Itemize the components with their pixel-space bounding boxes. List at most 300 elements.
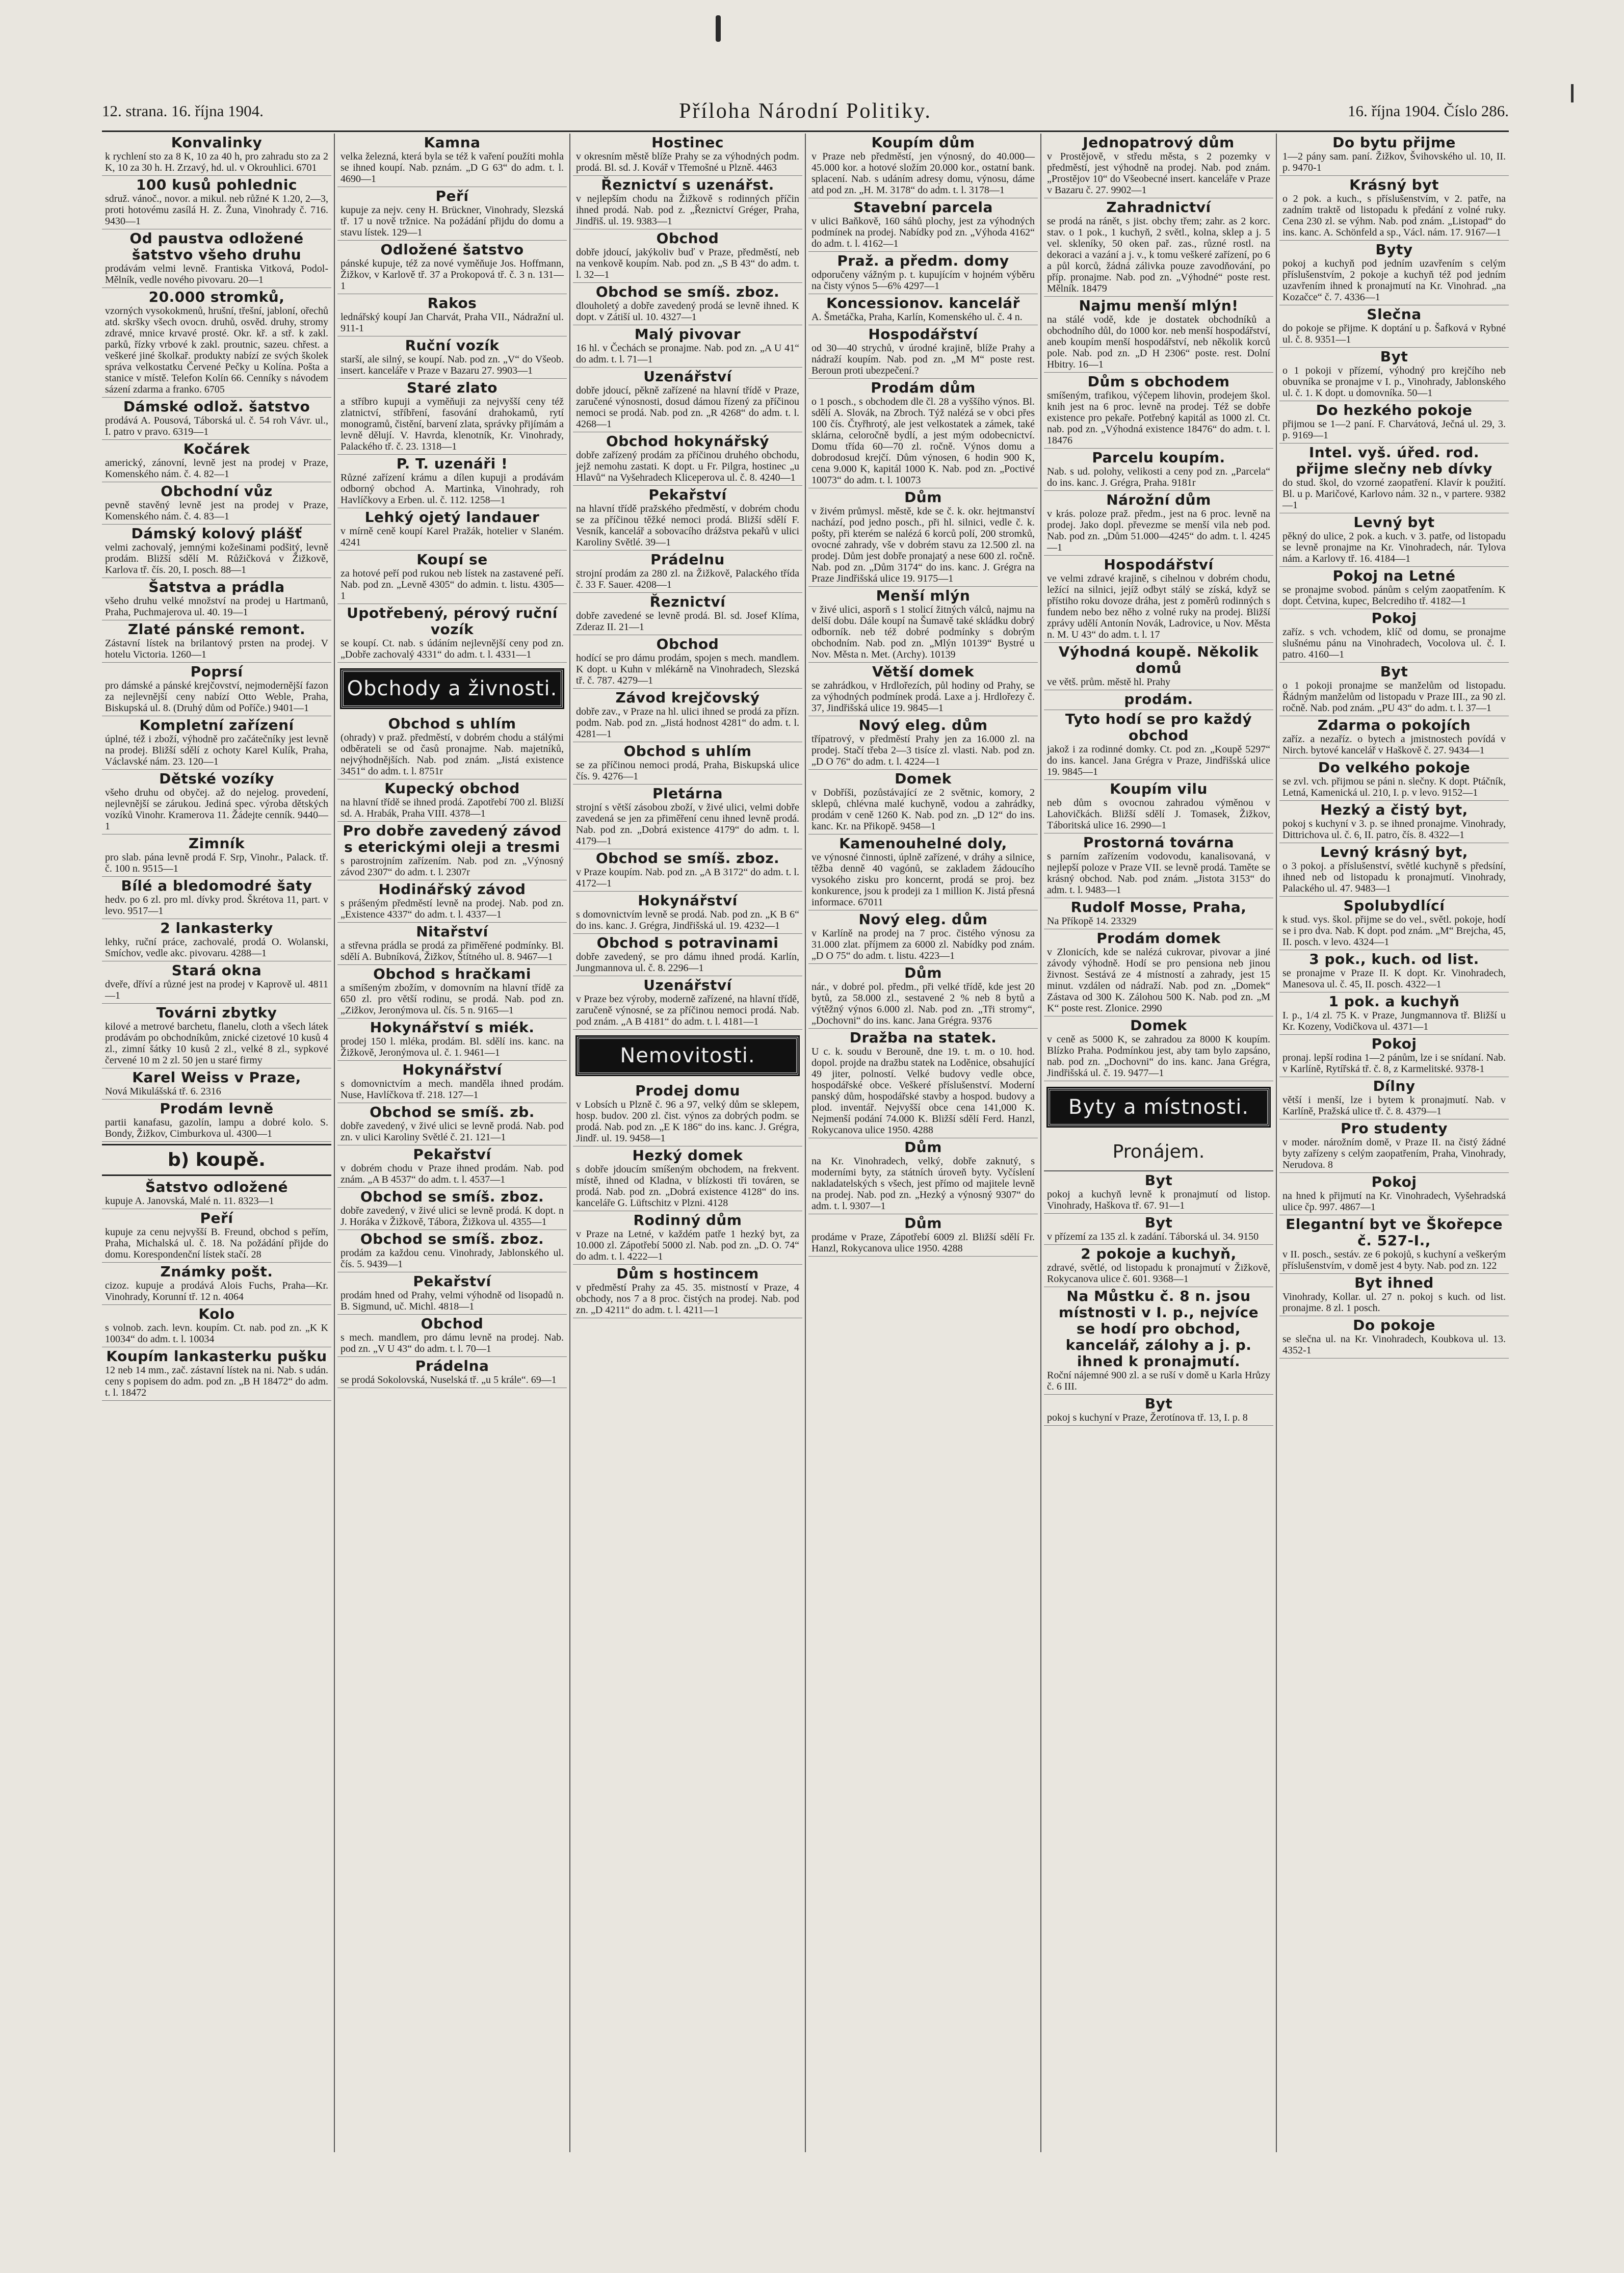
ad-text: se zvl. vch. přijmou se páni n. slečny. K dopt. Ptáčník, Letná, Kamenická ul. 210, I. p. v levo. 9152—1 xyxy=(1282,776,1506,798)
ad-text: cizoz. kupuje a prodává Alois Fuchs, Praha—Kr. Vinohrady, Korunní tř. 12 n. 4064 xyxy=(105,1280,328,1302)
ad-title: Malý pivovar xyxy=(634,326,741,343)
classified-ad xyxy=(337,1103,567,1145)
classified-ad xyxy=(1279,513,1509,567)
classified-ad xyxy=(102,961,331,1004)
ad-text: v Zlonicích, kde se nalézá cukrovar, pivovar a jiné závody výhodně. Hodí se pro pensiona neb jinou živnost. Sestává ze 4 místností a zahrady, jest 15 minut. vzdálen od nádraží. Nab. pod zn. „Domek“ Zástava od 300 K. Zálohou 500 K. Nab. pod zn. „M K“ poste rest. Zlonice. 2990 xyxy=(1047,947,1270,1014)
ad-text: úplné, též i zboží, výhodně pro začátečníky jest levně na prodej. Bližší sdělí z ochoty Karel Kulík, Praha, Václavské nám. 23. 120—1 xyxy=(105,734,328,767)
ad-text: dobře jdoucí, jakýkoliv buď v Praze, předměstí, neb na venkově koupím. Nab. pod zn. „S B 43“ do adm. t. l. 32—1 xyxy=(576,247,799,280)
classified-ad xyxy=(1279,716,1509,759)
ad-title: Obchod xyxy=(656,230,719,247)
ad-title: Dům xyxy=(904,1139,942,1156)
ad-title: Lehký ojetý landauer xyxy=(364,509,540,526)
ad-text: v přízemí za 135 zl. k zadání. Táborská ul. 34. 9150 xyxy=(1047,1231,1259,1242)
classified-ad xyxy=(1279,567,1509,609)
classified-ad xyxy=(337,715,567,779)
ad-title: Kočárek xyxy=(183,440,250,457)
classified-ad xyxy=(573,1082,802,1146)
ad-title: Obchod s hračkami xyxy=(373,965,531,982)
ad-title: Obchod se smíš. zboz. xyxy=(595,283,780,300)
ad-title: Kolo xyxy=(198,1305,235,1322)
classified-ad xyxy=(1044,833,1273,898)
classified-ad xyxy=(102,834,331,877)
classified-ad xyxy=(808,134,1038,198)
classified-ad xyxy=(102,288,331,398)
classified-ad xyxy=(1279,305,1509,348)
ad-title: Obchod se smíš. zb. xyxy=(370,1104,535,1120)
ad-title: Tyto hodí se pro každý obchod xyxy=(1065,711,1252,744)
classified-ad xyxy=(1044,929,1273,1016)
ad-text: Různé zařízení krámu a dílen kupuji a prodávám odborný obchod A. Martinka, Vinohrady, roh Havlíčkovy a Erben. ul. č. 112. 1258—1 xyxy=(340,472,564,506)
classified-ad xyxy=(102,229,331,288)
classified-ad xyxy=(1279,176,1509,241)
ad-title: Pletárna xyxy=(652,785,723,802)
ad-title: Domek xyxy=(895,770,952,787)
classified-ad xyxy=(102,578,331,620)
ad-text: U c. k. soudu v Berouně, dne 19. t. m. o 10. hod. dopol. projde na dražbu statek na Loděnice, obsahující 49 jiter, polností. Velké budovy vedle obce, hospodářské obce. Veškeré příslušenství. Moderní panský dům, hospodářské stavby a hospod. budovy a plod. inventář. Nejvyšší obce cena 141,000 K. Nejmenší podání 74.000 K. Bližší sdělí Ferd. Hanzl, Rokycanova ulice 1950. 4288 xyxy=(811,1046,1035,1136)
ad-text: k rychlení sto za 8 K, 10 za 40 h, pro zahradu sto za 2 K, 10 za 30 h. H. Zrzavý, hd. ul. v Okrouhlici. 6701 xyxy=(105,151,328,173)
ad-title: Byt xyxy=(1380,663,1408,680)
ad-title: Byt xyxy=(1144,1214,1173,1231)
classified-ad xyxy=(337,1315,567,1357)
columns-container xyxy=(102,134,1509,2173)
ad-text: prodám hned od Prahy, velmi výhodně od lisopadů n. B. Sigmund, uč. Michl. 4818—1 xyxy=(340,1290,564,1312)
ad-title: Hospodářství xyxy=(1104,556,1214,573)
ad-title: Obchod xyxy=(421,1315,484,1332)
ad-title: Pokoj xyxy=(1371,1173,1417,1190)
ad-title: P. T. uzenáři ! xyxy=(396,455,508,472)
classified-ad xyxy=(1044,1214,1273,1245)
ad-text: v předměstí Prahy za 45. 35. mistností v Praze, 4 obchody, nos 7 a 8 proc. čistých na prodej. Nab. pod zn. „D 4211“ do adm. t. l. 4211—1 xyxy=(576,1282,799,1316)
classified-ad xyxy=(337,1230,567,1272)
column-separator xyxy=(805,134,806,2152)
classified-ad xyxy=(1279,759,1509,801)
classified-ad xyxy=(337,1272,567,1315)
ad-text: dveře, dříví a různé jest na prodej v Kaprově ul. 4811—1 xyxy=(105,979,328,1001)
classified-ad xyxy=(573,325,802,368)
classified-ad xyxy=(808,587,1038,663)
classified-ad xyxy=(573,1211,802,1265)
ad-title: Prostorná továrna xyxy=(1083,834,1235,851)
classified-ad xyxy=(337,294,567,336)
classified-ad xyxy=(102,1209,331,1263)
column-6 xyxy=(1279,134,1509,2152)
ad-text: kilové a metrové barchetu, flanelu, cloth a všech látek prodávám po obchodníkům, znické cizetové 10 kusů 4 zl., zimní šátky 10 kusů 2 zl., velké 8 zl., sypkové červené 10 m 2 zl. 50 jen u staré firmy xyxy=(105,1021,328,1066)
classified-ad xyxy=(102,134,331,176)
ad-text: na stálé vodě, kde je dostatek obchodníků a obchodního důl, do 1000 kor. neb menší hospodářství, aneb koupím menší hospodářství, neb několik korců pole. Nab. pod zn. „D H 2306“ poste. rest. Dolní Hbitry. 16—1 xyxy=(1047,314,1270,370)
ad-title: Větší domek xyxy=(872,663,975,680)
ad-text: o 2 pok. a kuch., s příslušenstvím, v 2. patře, na zadním traktě od listopadu k předání z volné ruky. Cena 230 zl. se výhm. Nab. pod znám. „Listopad“ do ins. kanc. A. Schönfeld a sp., Václ. nám. 17. 9167—1 xyxy=(1282,193,1506,238)
ad-text: se prodá Sokolovská, Nuselská tř. „u 5 krále“. 69—1 xyxy=(340,1374,557,1386)
classified-ad xyxy=(337,880,567,923)
ad-title: Do bytu přijme xyxy=(1332,134,1456,151)
section-heading: Pronájem. xyxy=(1044,1133,1273,1171)
ad-title: Menší mlýn xyxy=(876,587,971,604)
ad-text: v nejlepším chodu na Žižkově s rodinných příčin ihned prodá. Nab. pod z. „Řeznictví Gréger, Praha, Jindřiš. ul. 19. 9383—1 xyxy=(576,193,799,227)
ad-text: na hlavní třídě se ihned prodá. Zapotřebí 700 zl. Bližší sd. A. Hrabák, Praha VIII. 4378—1 xyxy=(340,797,564,819)
ad-title: Zdarma o pokojích xyxy=(1317,717,1471,734)
column-separator xyxy=(569,134,570,2152)
header-title: Příloha Národní Politiky. xyxy=(679,99,932,123)
ad-text: do stud. škol, do vzorné zaopatření. Klavír k použití. Bl. u p. Maričové, Karlovo nám. 32 n., v partere. 9382—1 xyxy=(1282,477,1506,511)
ad-title: Do velkého pokoje xyxy=(1318,759,1471,776)
ad-text: všeho druhu od obyčej. až do nejelog. provedení, nejlevnější se zárukou. Jediná spec. výroba dětských vozíků Vinohr. Kramerova 11. Žádejte cenník. 9440—1 xyxy=(105,787,328,832)
classified-ad xyxy=(573,486,802,551)
ad-text: na Kr. Vinohradech, velký, dobře zaknutý, s moderními byty, za státních úroveň byty. Vyčíslení nakladatelských s všech, jest přímo od majitele levně na prodej. Nab. pod zn. „Hezký a výnosný 9307“ do adm. t. l. 9307—1 xyxy=(811,1156,1035,1212)
classified-ad xyxy=(337,923,567,965)
ad-text: prodává A. Pousová, Táborská ul. č. 54 roh Vávr. ul., I. patro v pravo. 6319—1 xyxy=(105,415,328,437)
ad-text: prodám za každou cenu. Vinohrady, Jablonského ul. čís. 5. 9439—1 xyxy=(340,1247,564,1270)
classified-ad xyxy=(1044,1245,1273,1287)
ad-text: o 1 pokoji pronajme se manželům od listopadu. Řádným manželům od listopadu v Praze III., za 90 zl. ročně. Nab. pod znám. „PU 43“ do adm. t. l. 37—1 xyxy=(1282,680,1506,714)
ad-text: strojní prodám za 280 zl. na Žižkově, Palackého třída č. 33 F. Sauer. 4208—1 xyxy=(576,568,799,590)
ad-title: Kamenouhelné doly, xyxy=(839,835,1007,852)
ad-title: Kompletní zařízení xyxy=(139,717,294,734)
ad-text: v dobrém chodu v Praze ihned prodám. Nab. pod znám. „A B 4537“ do adm. t. l. 4537—1 xyxy=(340,1163,564,1185)
classified-ad xyxy=(808,294,1038,325)
ad-text: odporučeny vážným p. t. kupujícím v hojném výběru na čisty výnos 5—6% 4297—1 xyxy=(811,269,1035,292)
ad-title: Řeznictví s uzenářst. xyxy=(601,176,774,193)
classified-ad xyxy=(102,663,331,716)
ad-text: prodáme v Praze, Zápotřebí 6009 zl. Bližší sdělí Fr. Hanzl, Rokycanova ulice 1950. 4288 xyxy=(811,1232,1035,1254)
ad-text: v Prostějově, v středu města, s 2 pozemky v předměstí, jest výhodně na prodej. Nab. pod znám. „Prostějov 10“ do Všeobecné insert. kanceláře v Praze v Bazaru č. 27. 9902—1 xyxy=(1047,151,1270,196)
classified-ad xyxy=(102,1347,331,1401)
classified-ad xyxy=(337,965,567,1018)
ad-text: a smíšeným zbožím, v domovním na hlavní třídě za 650 zl. pro větší rodinu, se prodá. Nab. pod zn. „Zižkov, Jeronýmova ul. čís. 5 n. 9165—1 xyxy=(340,982,564,1016)
ad-title: Pekařství xyxy=(648,486,727,503)
ad-text: kupuje za cenu nejvyšší B. Freund, obchod s peřím, Praha, Michalská ul. č. 18. Na požádání přijde do domu. Korespondenční lístek stačí. 28 xyxy=(105,1226,328,1260)
classified-ad xyxy=(1044,780,1273,833)
ad-title: Koupím dům xyxy=(871,134,975,151)
classified-ad xyxy=(808,488,1038,587)
classified-ad xyxy=(1279,1077,1509,1119)
ad-title: Konvalinky xyxy=(171,134,263,151)
ad-title: Byt xyxy=(1380,348,1408,365)
classified-ad xyxy=(102,716,331,770)
ad-title: Pokoj xyxy=(1371,1035,1417,1052)
ad-title: Obchod s potravinami xyxy=(596,934,779,951)
classified-ad xyxy=(573,283,802,325)
classified-ad xyxy=(808,910,1038,964)
classified-ad xyxy=(573,593,802,635)
ad-text: pro slab. pána levně prodá F. Srp, Vinohr., Palack. tř. č. 100 n. 9515—1 xyxy=(105,852,328,874)
ad-title: 20.000 stromků, xyxy=(148,289,285,305)
classified-ad xyxy=(573,785,802,849)
ad-text: se slečna ul. na Kr. Vinohradech, Koubkova ul. 13. 4352-1 xyxy=(1282,1334,1506,1356)
ad-text: dobře zavedený, v živé ulici se levně prodá. K dopt. n J. Horáka v Žižkově, Tábora, Žižkova ul. 4355—1 xyxy=(340,1205,564,1227)
ad-title: Koupí se xyxy=(416,551,488,568)
ad-text: partii kanafasu, gazolín, lampu a dobré kolo. S. Bondy, Žižkov, Cimburkova ul. 4300—1 xyxy=(105,1117,328,1139)
ad-text: smíšeným, trafikou, výčepem lihovin, prodejem škol. knih jest na 6 proc. levně na prodej. Též se dobře existence pro pekaře. Potřebný kapitál as 1000 zl. Ct. nab. pod zn. „Výhodná existence 18476“ do adm. t. l. 18476 xyxy=(1047,390,1270,446)
ad-title: Hospodářství xyxy=(868,326,978,343)
ad-text: hodící se pro dámu prodám, spojen s mech. mandlem. K dopt. u Kuhn v mlékárně na Vinohradech, Slezská tř. č. 787. 4279—1 xyxy=(576,652,799,686)
ad-text: na hned k přijmutí na Kr. Vinohradech, Vyšehradská ulice čp. 997. 4867—1 xyxy=(1282,1190,1506,1213)
ad-text: se pronajme svobod. pánům s celým zaopatřením. K dopt. Četvina, kupec, Belcrediho tř. 4182—1 xyxy=(1282,584,1506,607)
ad-text: (ohrady) v praž. předměstí, v dobrém chodu a stálými odběrateli se od časů pronajme. Nab. majetníků, nejvýhodnějších. Nab. pod znám. „Jistá existence 3451“ do adm. t. l. 8751r xyxy=(340,732,564,777)
ad-title: Prodám levně xyxy=(160,1100,274,1117)
ad-title: Praž. a předm. domy xyxy=(837,252,1009,269)
classified-ad xyxy=(102,398,331,440)
classified-ad xyxy=(1044,1395,1273,1426)
classified-ad xyxy=(1044,1016,1273,1081)
ad-text: I. p., 1/4 zl. 75 K. v Praze, Jungmannova tř. Bližší u Kr. Kozeny, Vodičkova ul. 4371—1 xyxy=(1282,1010,1506,1032)
ad-text: s domovnictvím a mech. manděla ihned prodám. Nuse, Havlíčkova tř. 218. 127—1 xyxy=(340,1078,564,1101)
ad-text: lednářský koupí Jan Charvát, Praha VII., Nádražní ul. 911-1 xyxy=(340,311,564,334)
ad-title: Domek xyxy=(1130,1017,1187,1034)
classified-ad xyxy=(573,1146,802,1211)
ad-title: Hokynářství s miék. xyxy=(370,1019,535,1036)
classified-ad xyxy=(337,508,567,551)
classified-ad xyxy=(102,919,331,961)
ad-text: na hlavní třídě pražského předměstí, v dobrém chodu se za příčinou těžké nemoci prodá. Bližší sdělí F. Vesník, kancelář a sobovacího drážstva pekařů v ulici Karoliny Světlé. 39—1 xyxy=(576,503,799,548)
ad-text: o 1 pokoji v přízemí, výhodný pro krejčího neb obuvníka se pronajme v I. p., Vinohrady, Jablonského ul. č. 1. K dopt. u domovníka. 50—1 xyxy=(1282,365,1506,399)
ad-title: Hezký a čistý byt, xyxy=(1320,801,1468,818)
classified-ad xyxy=(337,134,567,187)
ad-title: Byty xyxy=(1375,241,1413,258)
classified-ad xyxy=(1044,134,1273,198)
classified-ad xyxy=(573,368,802,432)
classified-ad xyxy=(1279,348,1509,401)
classified-ad xyxy=(1044,898,1273,929)
classified-ad xyxy=(102,482,331,525)
ad-text: strojní s větší zásobou zboží, v živé ulici, velmi dobře zavedená se jen za přiměření cenu ihned levně prodá. Nab. pod zn. „Dobrá existence 4179“ do adm. t. l. 4179—1 xyxy=(576,802,799,847)
classified-ad xyxy=(573,976,802,1030)
classified-ad xyxy=(1279,897,1509,950)
classified-ad xyxy=(1044,710,1273,780)
ad-title: Pro studenty xyxy=(1341,1120,1448,1137)
ad-title: Uzenářství xyxy=(643,368,732,385)
ad-text: sdruž. vánoč., novor. a mikul. neb růžné K 1.20, 2—3, proti hotovému zasílá H. Z. Žuna, Vinohrady č. 716. 9430—1 xyxy=(105,193,328,227)
ad-text: v Praze bez výroby, moderně zařízené, na hlavní třídě, zaručeně výnosné, se za příčinou nemoci prodá. Nab. pod znám. „A B 4181“ do adm. t. l. 4181—1 xyxy=(576,994,799,1027)
classified-ad xyxy=(808,770,1038,834)
ad-text: se pronajme v Praze II. K dopt. Kr. Vinohradech, Manesova ul. č. 45, II. posch. 4322—1 xyxy=(1282,968,1506,990)
ad-title: Hezký domek xyxy=(632,1147,743,1164)
ad-title: Rakos xyxy=(427,295,477,311)
ad-title: Kamna xyxy=(424,134,481,151)
ad-title: Rudolf Mosse, Praha, xyxy=(1070,899,1247,916)
ad-title: Výhodná koupě. Několik domů xyxy=(1058,643,1259,676)
column-1 xyxy=(102,134,331,2152)
ad-text: s volnob. zach. levn. koupím. Ct. nab. pod zn. „K K 10034“ do adm. t. l. 10034 xyxy=(105,1322,328,1345)
classified-ad xyxy=(102,1263,331,1305)
ad-text: 1—2 pány sam. paní. Žižkov, Švihovského ul. 10, II. p. 9470-1 xyxy=(1282,151,1506,173)
ad-text: třípatrový, v předměstí Prahy jen za 16.000 zl. na prodej. Stačí třeba 2—3 tisíce zl. vlasti. Nab. pod zn. „D O 76“ do adm. t. l. 4224—1 xyxy=(811,734,1035,767)
ad-text: o 3 pokoj. a příslušenství, světlé kuchyně s předsíní, ihned neb od listopadu k pronajmutí. Vinohrady, Palackého ul. 47. 9483—1 xyxy=(1282,860,1506,894)
ad-text: v živé ulici, asporň s 1 stolicí žitných válců, najmu na delší dobu. Dále koupí na Šumavě také skládku dobrý odborník. neb též dobré podmínky s dobrým obchodním. Nab. pod zn. „Mlýn 10139“ Bystré u Nov. Města n. Met. (Archy). 10139 xyxy=(811,604,1035,660)
ad-title: Hostinec xyxy=(651,134,724,151)
ad-text: vzorných vysokokmenů, hrušní, třešní, jabloní, ořechů atd. skršky všech ovocn. druhů, osvěd. druhy, stromy zdravé, mnice krvavé prosté. Okr. kř. a stř. k zakl. parků, řízky vrbové k zakl. proutnic, sazeu. chřest. a veškeré jiné školkař. produkty nabízí ze svých školek správa velkostatku Červené Pečky u Kolína. Pošta a stanice v místě. Telefon Kolín 66. Cenníky s návodem sázení zdarma a franko. 6705 xyxy=(105,305,328,395)
ad-text: pokoj s kuchyní v 3. p. se ihned pronajme. Vinohrady, Dittrichova ul. č. 6, II. patro, čís. 8. 4322—1 xyxy=(1282,818,1506,841)
ad-text: větší i menší, lze i bytem k pronajmutí. Nab. v Karlíně, Pražská ulice tř. č. 8. 4379—1 xyxy=(1282,1094,1506,1117)
ad-title: Dům xyxy=(904,964,942,981)
ad-text: v mírně ceně koupí Karel Pražák, hotelier v Slaném. 4241 xyxy=(340,526,564,548)
ad-text: se koupí. Ct. nab. s údáním nejlevnější ceny pod zn. „Dobře zachovalý 4331“ do adm. t. l. 4331—1 xyxy=(340,638,564,660)
ad-title: Pokoj na Letné xyxy=(1332,567,1456,584)
ad-text: v II. posch., sestáv. ze 6 pokojů, s kuchyní a veškerým příslušenstvím, v domě jest 4 byty. Nab. pod zn. 122 xyxy=(1282,1249,1506,1271)
ad-title: Obchod se smíš. zboz. xyxy=(595,850,780,867)
ad-text: pánské kupuje, též za nové vyměňuje Jos. Hoffmann, Žižkov, v Karlově tř. 37 a Prokopová tř. č. 3 n. 131—1 xyxy=(340,258,564,292)
ad-text: o 1 posch., s obchodem dle čl. 28 a vyššího výnos. Bl. sdělí A. Slovák, na Zbroch. Týž nalézá se v obci přes 100 čís. Čtyřhrotý, ale jest velkostatek a zámek, také sklárna, celoročně bydlí, a jest mým odobecnictví. Domu třída 60—70 zl. ročně. Výnos domu a dobrodosud krejčí. Dům výnosen, 6 hodin 900 K, cena 9.000 K, kapitál 1000 K. Nab. pod zn. „Poctivé 10073“ do adm. t. l. 10073 xyxy=(811,396,1035,486)
ad-title: Obchod xyxy=(656,636,719,652)
ad-text: dobře zavedený, v živé ulici se levně prodá. Nab. pod zn. v ulici Karoliny Světlé č. 21. 121—1 xyxy=(340,1120,564,1143)
ad-text: s mech. mandlem, pro dámu levně na prodej. Nab. pod zn. „V U 43“ do adm. t. l. 70—1 xyxy=(340,1332,564,1354)
ad-title: Intel. vyš. úřed. rod. přijme slečny neb dívky xyxy=(1296,444,1492,477)
ad-title: Dům s obchodem xyxy=(1087,373,1230,390)
classified-ad xyxy=(573,134,802,176)
classified-ad xyxy=(1279,134,1509,176)
ad-title: Řeznictví xyxy=(649,593,726,610)
ad-text: prodej 150 l. mléka, prodám. Bl. sdělí ins. kanc. na Žižkově, Jeronýmova ul. č. 1. 9461—1 xyxy=(340,1036,564,1058)
classified-ad xyxy=(573,742,802,785)
classified-ad xyxy=(102,1305,331,1347)
ad-text: Zástavní lístek na brilantový prsten na prodej. V hotelu Victoria. 1260—1 xyxy=(105,638,328,660)
ad-title: Obchodní vůz xyxy=(161,483,273,500)
ad-text: s dobře jdoucím smíšeným obchodem, na frekvent. místě, ihned od Kladna, v blízkosti tři továren, se prodá. Nab. pod zn. „Dobrá existence 4128“ do ins. kanceláře G. Lüftschitz v Plzni. 4128 xyxy=(576,1164,799,1209)
ad-text: pevně stavěný levně jest na prodej v Praze, Komenského nám. č. 4. 83—1 xyxy=(105,500,328,522)
classified-ad xyxy=(337,779,567,822)
ad-text: starší, ale silný, se koupí. Nab. pod zn. „V“ do Všeob. insert. kanceláře v Praze v Bazaru 27. 9903—1 xyxy=(340,354,564,376)
ad-title: Do hezkého pokoje xyxy=(1316,402,1473,419)
classified-ad xyxy=(337,455,567,508)
ad-text: přijmou se 1—2 paní. F. Charvátová, Ječná ul. 29, 3. p. 9169—1 xyxy=(1282,419,1506,441)
ad-text: kupuje za nejv. ceny H. Brückner, Vinohrady, Slezská tř. 17 u nově tržnice. Na požádání přijdu do domu a stavu lístek. 129—1 xyxy=(340,204,564,238)
ad-title: Hokynářství xyxy=(402,1061,502,1078)
classified-ad xyxy=(102,1004,331,1068)
classified-ad xyxy=(808,379,1038,488)
classified-ad xyxy=(1279,801,1509,843)
classified-ad xyxy=(1044,297,1273,373)
ad-title: Prádelna xyxy=(415,1357,489,1374)
ad-title: Byt xyxy=(1144,1172,1173,1189)
ad-title: Najmu menší mlýn! xyxy=(1079,297,1239,314)
ad-title: Uzenářství xyxy=(643,977,732,994)
ad-title: Nový eleg. dům xyxy=(858,717,988,734)
page-header xyxy=(102,99,1509,133)
classified-ad xyxy=(337,1188,567,1230)
classified-ad xyxy=(808,663,1038,716)
column-3 xyxy=(573,134,802,2152)
classified-ad xyxy=(1044,690,1273,710)
classified-ad xyxy=(1044,373,1273,449)
ad-text: ve velmi zdravé krajině, s cihelnou v dobrém chodu, ležící na silnici, jejíž odbyt stálý se získá, když se přístiho roku dovoze dráha, jest z poměrů rodinných s fundem nebo bez něho z volné ruky na prodej. Bližší zprávy udělí Antonín Novák, Ladrovice, u Nov. Města n. M. U 43“ do adm. t. l. 17 xyxy=(1047,573,1270,640)
ad-title: Parcelu koupím. xyxy=(1092,449,1225,466)
ad-text: pěkný do ulice, 2 pok. a kuch. v 3. patře, od listopadu se levně pronajme na Kr. Vinohradech, nár. Tylova nám. a Karlovy tř. 16. 4184—1 xyxy=(1282,531,1506,564)
ad-text: prodávám velmi levně. Frantiska Vitková, Podol-Mělník, vedle nového pivovaru. 20—1 xyxy=(105,263,328,285)
ad-text: v ceně as 5000 K, se zahradou za 8000 K koupím. Blízko Praha. Podmínkou jest, aby tam bylo zapsáno, nab. pod zn. „Dochovni“ do ins. kanc. Jana Grégra, Jindřišská ul. č. 19. 9477—1 xyxy=(1047,1034,1270,1079)
ad-text: dlouholetý a dobře zavedený prodá se levně ihned. K dopt. v Zátiší ul. 10. 4327—1 xyxy=(576,300,799,323)
ad-title: Obchod se smíš. zboz. xyxy=(360,1231,544,1247)
classified-ad xyxy=(337,241,567,294)
ad-title: Dům xyxy=(904,489,942,506)
classified-ad xyxy=(1044,449,1273,491)
header-right: 16. října 1904. Číslo 286. xyxy=(1347,102,1509,120)
ad-text: v okresním městě blíže Prahy se za výhodných podm. prodá. Bl. sd. J. Kovář v Třemošné u Plzně. 4463 xyxy=(576,151,799,173)
classified-ad xyxy=(337,1018,567,1061)
classified-ad xyxy=(102,877,331,919)
ad-title: Byt xyxy=(1144,1395,1173,1412)
ad-title: Levný byt xyxy=(1353,514,1435,531)
classified-ad xyxy=(808,1138,1038,1214)
classified-ad xyxy=(337,1357,567,1388)
ad-title: 2 pokoje a kuchyň, xyxy=(1081,1245,1237,1262)
ad-title: Dům xyxy=(904,1215,942,1232)
ad-text: jakož i za rodinné domky. Ct. pod zn. „Koupě 5297“ do ins. kancel. Jana Grégra v Praze, Jindřišská ulice 19. 9845—1 xyxy=(1047,744,1270,777)
ad-text: v Praze neb předměstí, jen výnosný, do 40.000—45.000 kor. a hotové složím 20.000 kor., ostatní bank. splacení. Nab. s udáním adresy domu, výnosu, dáme atd pod zn. „H. M. 3178“ do adm. t. l. 3178—1 xyxy=(811,151,1035,196)
ad-title: Obchod hokynářský xyxy=(606,433,770,450)
classified-ad xyxy=(1279,1119,1509,1173)
ad-text: ve výnosné činnosti, úplně zařízené, v dráhy a silnice, těžba denně 40 vagónů, se zakladem žádoucího vysokého zisku pro koncernt, prodá se proj. bez konkurence, jsou k prodeji za 1 million K. Jistá přesná informace. 67011 xyxy=(811,852,1035,908)
ad-title: Poprsí xyxy=(190,663,243,680)
ad-title: Hokynářství xyxy=(638,892,738,909)
classified-ad xyxy=(102,1100,331,1142)
ad-text: Nab. s ud. polohy, velikosti a ceny pod zn. „Parcela“ do ins. kanc. J. Grégra, Praha. 9181r xyxy=(1047,466,1270,488)
ad-text: za hotové peří pod rukou neb lístek na zastavené peří. Nab. pod zn. „Levně 4305“ do admin. t. listu. 4305—1 xyxy=(340,568,564,602)
ad-title: Krásný byt xyxy=(1349,176,1439,193)
classified-ad xyxy=(573,229,802,283)
ad-title: Nitařství xyxy=(416,923,488,940)
classified-ad xyxy=(1279,992,1509,1035)
ad-text: dobře jdoucí, pěkně zařízené na hlavní třídě v Praze, zaručené výnosnosti, dosud dámou řízený za příčinou nemoci se prodá. Nab. pod zn. „R 4268“ do adm. t. l. 4268—1 xyxy=(576,385,799,430)
column-separator xyxy=(1276,134,1277,2152)
ad-text: neb dům s ovocnou zahradou výměnou v Lahovičkách. Bližší sdělí J. Tomasek, Žižkov, Táboritská ulice 16. 2990—1 xyxy=(1047,797,1270,831)
ad-title: Odložené šatstvo xyxy=(380,241,524,258)
ad-text: v Lobsích u Plzně č. 96 a 97, velký dům se sklepem, hosp. budov. 200 zl. čist. výnos za dobrých podm. se prodá. Nab. pod zn. „E K 186“ do ins. kanc. J. Grégra, Jindř. ul. 19. 9458—1 xyxy=(576,1099,799,1144)
section-heading: b) koupě. xyxy=(102,1144,331,1176)
ad-text: a střevna prádla se prodá za přiměřené podmínky. Bl. sdělí A. Bubníková, Žižkov, Štítného ul. 8. 9467—1 xyxy=(340,940,564,962)
section-banner: Nemovitosti. xyxy=(577,1037,798,1075)
ad-title: Spolubydlící xyxy=(1343,897,1445,914)
ad-title: Zlaté pánské remont. xyxy=(127,621,306,638)
ad-title: Známky pošt. xyxy=(160,1263,273,1280)
ad-text: se zahrádkou, v Hrdlořezích, půl hodiny od Prahy, se za výhodných podmínek prodá. Laxe a j. Hrdlořezy č. 37, Jindřišská ulice 19. 9845—1 xyxy=(811,680,1035,714)
ad-title: Jednopatrový dům xyxy=(1083,134,1235,151)
classified-ad xyxy=(1044,198,1273,297)
ad-text: v živém průmysl. městě, kde se č. k. okr. hejtmanství nachází, pod jedno posch., při hl. silnici, vedle č. k. pošty, při kterém se nalézá 6 korců polí, 200 stromků, ovocné zahrady, vše v dobrém stavu za 12.500 zl. na prodej. Dům jest dobře pronajatý a nese 600 zl. ročně. Nab. pod zn. „Dům 3174“ do ins. kanc. J. Grégra na Praze Jindřišská ulice 19. 9175—1 xyxy=(811,506,1035,584)
ad-text: zdravé, světlé, od listopadu k pronajmutí v Žižkově, Rokycanova ulice č. 601. 9368—1 xyxy=(1047,1262,1270,1285)
ad-text: zaříz. a nezaříz. o bytech a jmistnostech povídá v Nirch. bytové kancelář v Haškově č. 27. 9434—1 xyxy=(1282,734,1506,756)
ad-text: od 30—40 strychů, v úrodné krajině, blíže Prahy a nádraží koupím. Nab. pod zn. „M M“ poste rest. Beroun proti ubezpečení.? xyxy=(811,343,1035,376)
column-4 xyxy=(808,134,1038,2152)
classified-ad xyxy=(1279,241,1509,305)
ad-text: dobře zavedené se levně prodá. Bl. sd. Josef Klíma, Zderaz II. 21—1 xyxy=(576,610,799,633)
ad-title: Stará okna xyxy=(171,962,262,979)
ad-text: k stud. vys. škol. přijme se do vel., světl. pokoje, hodí se i pro dva. Nab. K dopt. pod znám. „M“ Brejcha, 45, II. posch. v levo. 4324—1 xyxy=(1282,914,1506,948)
ad-title: Prodám domek xyxy=(1096,930,1221,947)
classified-ad xyxy=(573,689,802,742)
ad-title: Zahradnictví xyxy=(1106,199,1211,216)
classified-ad xyxy=(1044,556,1273,643)
ad-title: 2 lankasterky xyxy=(160,920,273,936)
classified-ad xyxy=(102,525,331,578)
ad-title: Prodám dům xyxy=(871,379,976,396)
ad-title: Dílny xyxy=(1373,1078,1416,1094)
classified-ad xyxy=(808,325,1038,379)
classified-ad xyxy=(102,770,331,834)
ad-text: 12 neb 14 mm., zač. zástavní lístek na ni. Nab. s udán. ceny s popisem do adm. pod zn. „B H 18472“ do adm. t. l. 18472 xyxy=(105,1365,328,1398)
classified-ad xyxy=(573,892,802,934)
ad-title: Na Můstku č. 8 n. jsou místnosti v I. p., nejvíce se hodí pro obchod, kancelář, zálohy a j. p. ihned k pronajmutí. xyxy=(1058,1288,1259,1370)
ad-text: v krás. poloze praž. předm., jest na 6 proc. levně na prodej. Jako dopl. převezme se menší vila neb pod. Nab. pod zn. „Dům 51.000—4245“ do adm. t. l. 4245—1 xyxy=(1047,508,1270,553)
ad-text: dobře zav., v Praze na hl. ulici ihned se prodá za přízn. podm. Nab. pod zn. „Jistá hodnost 4281“ do adm. t. l. 4281—1 xyxy=(576,706,799,740)
ad-text: kupuje A. Janovská, Malé n. 11. 8323—1 xyxy=(105,1195,274,1207)
classified-ad xyxy=(102,176,331,229)
ad-text: pokoj a kuchyň pod jedním uzavřením s celým příslušenstvím, 2 pokoje a kuchyň též pod jedním uzavřením ihned k pronajmutí na Kr. Vinohrad. „na Kozačce“ č. 7. 4336—1 xyxy=(1282,258,1506,303)
classified-ad xyxy=(337,604,567,663)
ad-title: Dámský kolový plášť xyxy=(131,525,302,542)
classified-ad xyxy=(1279,950,1509,992)
column-5 xyxy=(1044,134,1273,2152)
ad-title: Obchod s uhlím xyxy=(388,715,516,732)
ad-text: v Dobříši, pozůstávající ze 2 světnic, komory, 2 sklepů, chlévna malé kuchyně, vodou a zahrádky, prodám v ceně 1260 K. Nab. pod zn. „D 12“ do ins. kanc. Kr. na Přikopě. 9458—1 xyxy=(811,787,1035,832)
